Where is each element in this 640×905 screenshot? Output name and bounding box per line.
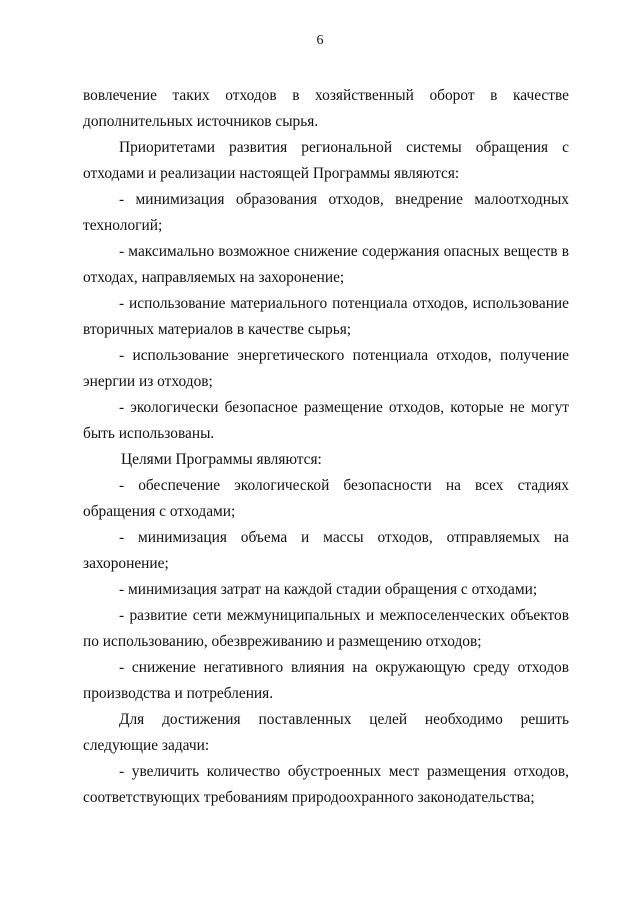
paragraph-goals-intro: Целями Программы являются: — [121, 451, 322, 468]
list-item-priority: - минимизация образования отходов, внедрение малоотходных технологий; — [83, 191, 569, 234]
paragraph-continuation: вовлечение таких отходов в хозяйственный оборот в качестве дополнительных источников сырья. — [83, 87, 569, 130]
paragraph-priorities-intro: Приоритетами развития региональной системы обращения с отходами и реализации настоящей Программы являются: — [83, 139, 569, 182]
list-item-priority: - экологически безопасное размещение отходов, которые не могут быть использованы. — [83, 399, 569, 442]
page-number: 6 — [316, 33, 324, 48]
list-item-priority: - использование энергетического потенциала отходов, получение энергии из отходов; — [83, 347, 569, 390]
list-item-priority: - максимально возможное снижение содержания опасных веществ в отходах, направляемых на захоронение; — [83, 243, 569, 286]
list-item-goal: - снижение негативного влияния на окружающую среду отходов производства и потребления. — [83, 659, 569, 702]
body-text — [83, 83, 569, 811]
list-item-priority: - использование материального потенциала отходов, использование вторичных материалов в качестве сырья; — [83, 295, 569, 338]
list-item-goal: - минимизация затрат на каждой стадии обращения с отходами; — [119, 581, 538, 598]
list-item-goal: - развитие сети межмуниципальных и межпоселенческих объектов по использованию, обезвреживанию и размещению отходов; — [83, 607, 569, 650]
list-item-goal: - обеспечение экологической безопасности на всех стадиях обращения с отходами; — [83, 477, 569, 520]
paragraph-tasks-intro: Для достижения поставленных целей необходимо решить следующие задачи: — [83, 711, 569, 754]
list-item-task: - увеличить количество обустроенных мест размещения отходов, соответствующих требованиям природоохранного законодательства; — [83, 763, 569, 806]
list-item-goal: - минимизация объема и массы отходов, отправляемых на захоронение; — [83, 529, 569, 572]
